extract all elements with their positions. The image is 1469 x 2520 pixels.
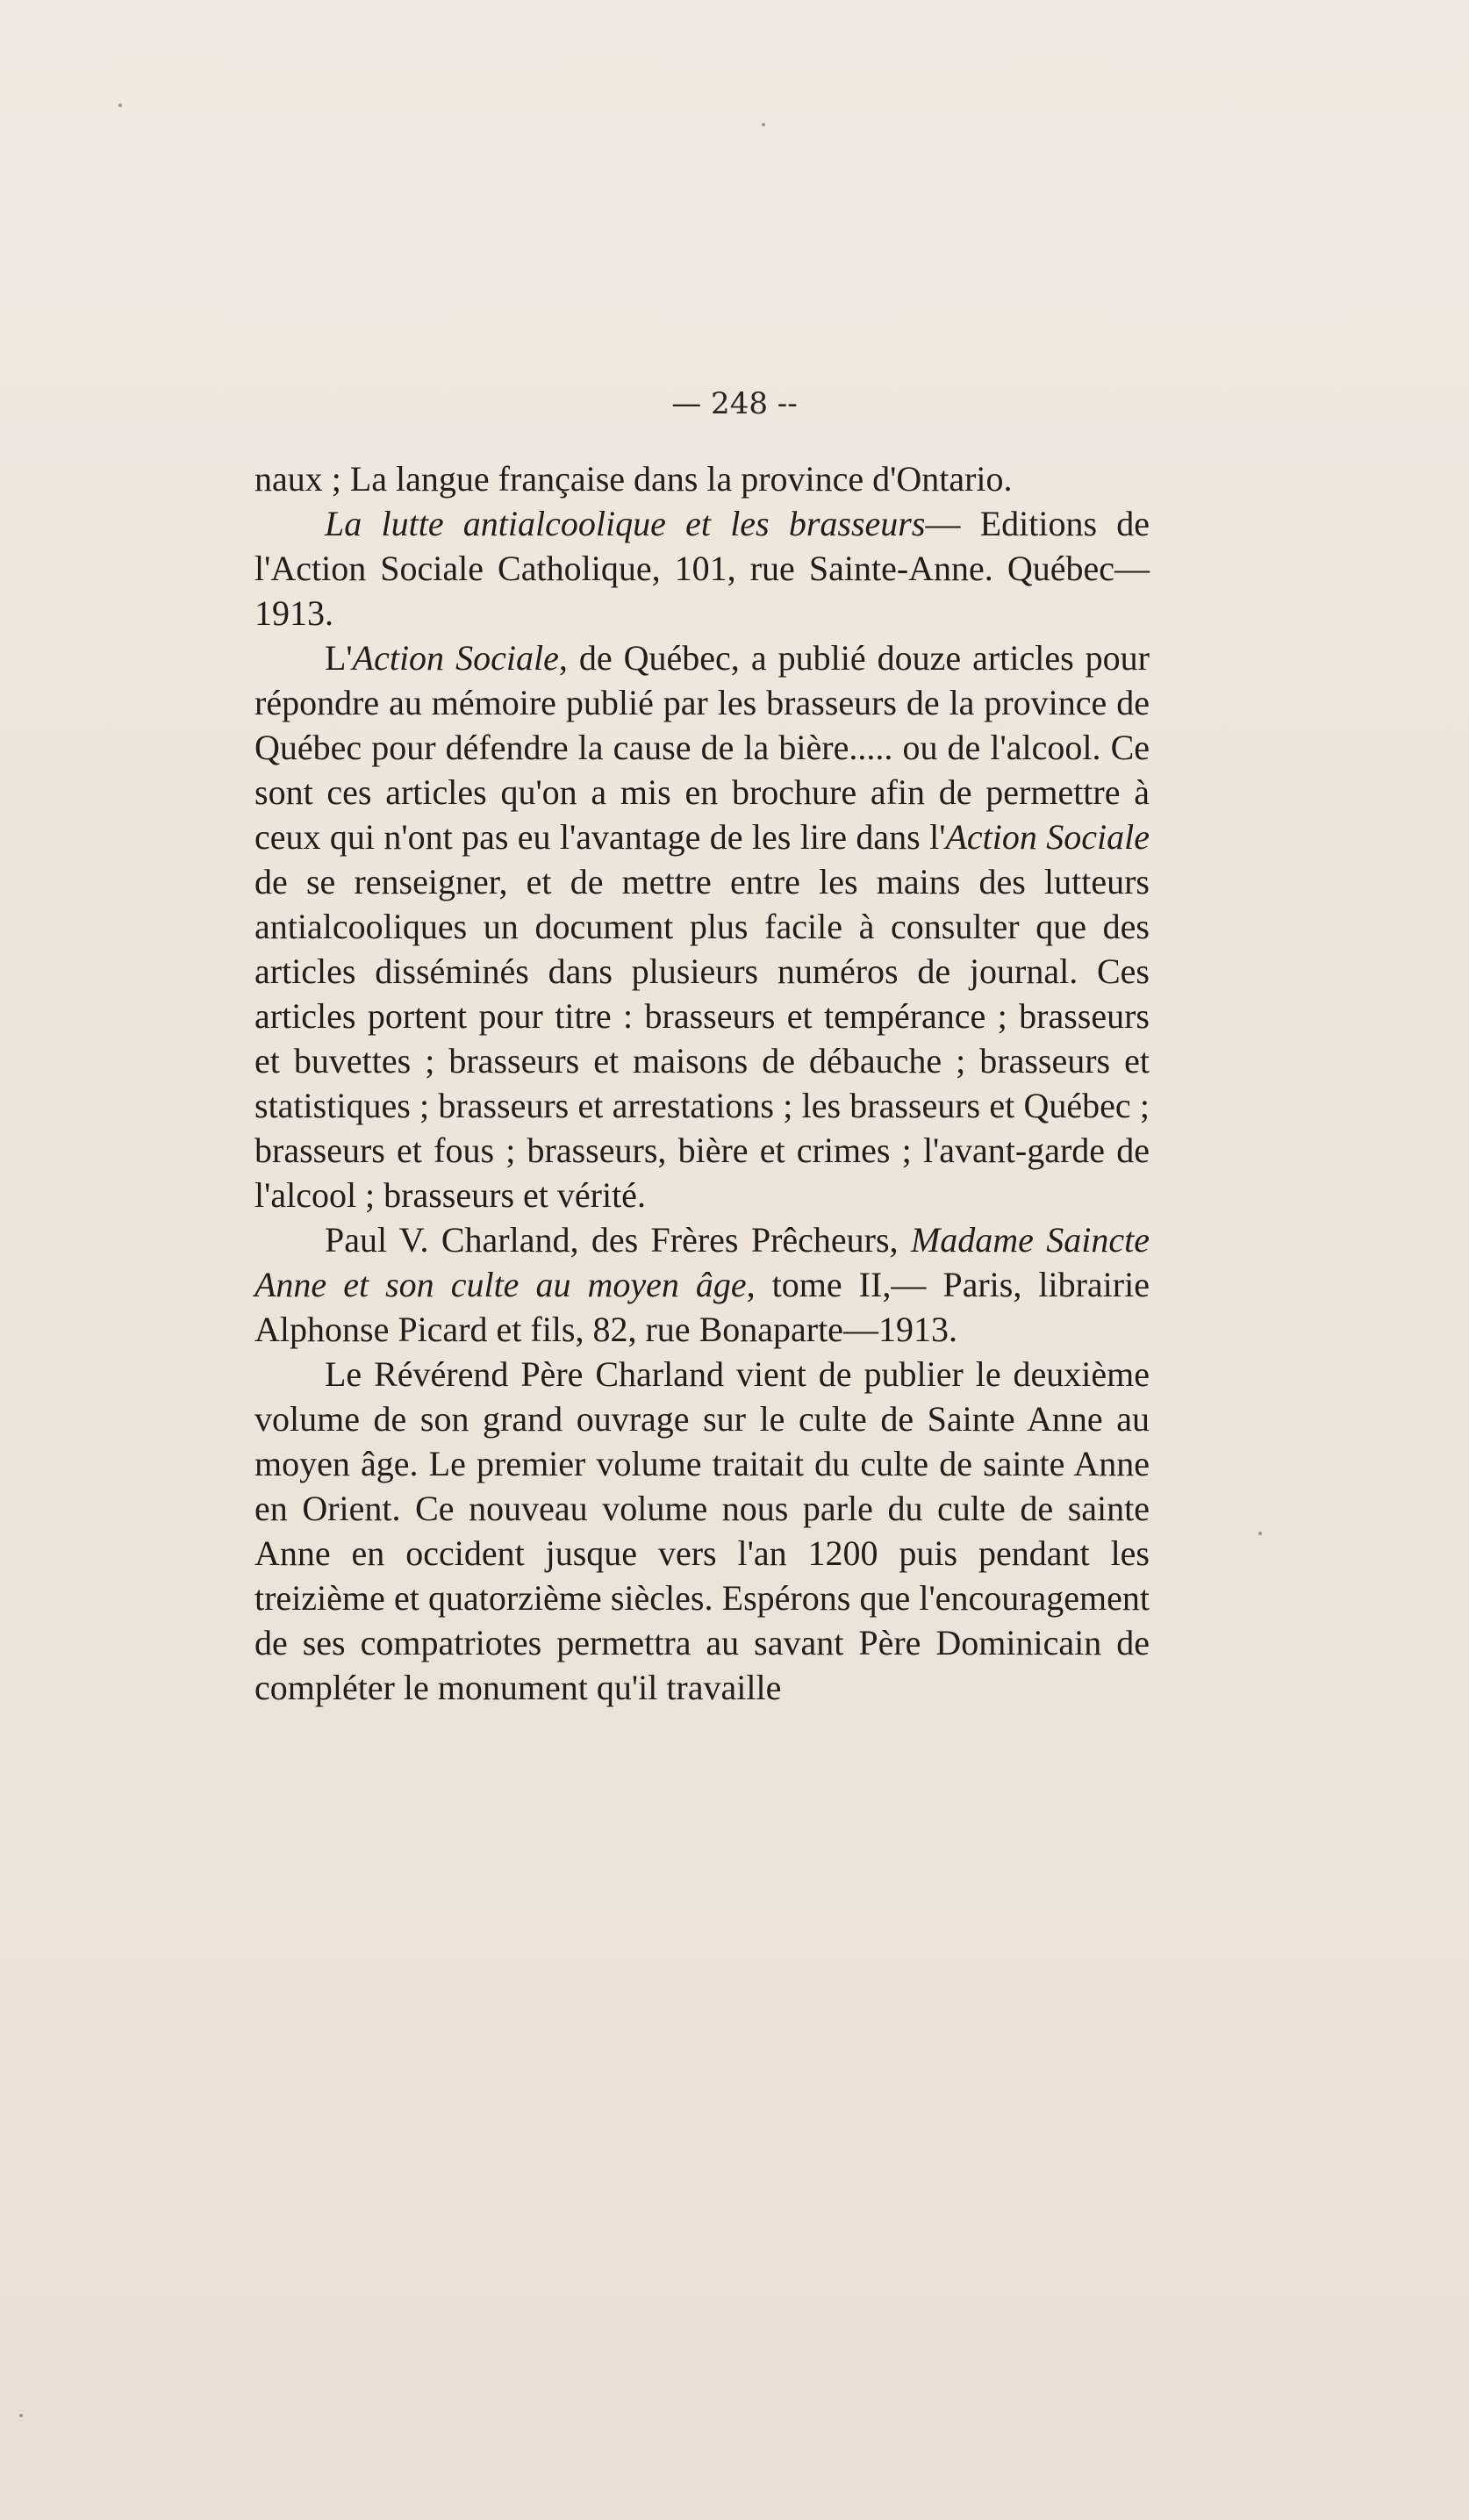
text-run: — Editions de l'Action Sociale Catholique, 101, rue Sainte-Anne. Québec—1913.: [254, 504, 1150, 633]
paper-speck: [1258, 1532, 1262, 1535]
paper-speck: [762, 123, 765, 126]
text-run: naux ; La langue française dans la province d'Ontario.: [254, 459, 1013, 499]
text-run: L': [325, 638, 353, 678]
paragraph-p5: [254, 1352, 1150, 1710]
paragraph-p4: [254, 1217, 1150, 1352]
italic-title: Action Sociale: [352, 638, 559, 678]
paper-speck: [118, 104, 122, 107]
paragraph-p3: [254, 635, 1150, 1217]
body-text: [254, 456, 1150, 1710]
text-run: Paul V. Charland, des Frères Prêcheurs,: [325, 1220, 911, 1260]
italic-title: Madame Saincte Anne et son culte au moyen âge: [254, 1220, 1150, 1304]
page-number: — 248 --: [671, 386, 798, 421]
text-run: , tome II,— Paris, librairie Alphonse Picard et fils, 82, rue Bonaparte—1913.: [254, 1265, 1150, 1349]
text-run: de se renseigner, et de mettre entre les mains des lutteurs antialcooliques un document plus facile à consulter que des articles disséminés dans plusieurs numéros de journal. Ces articles portent pour titre : brasseurs et tempérance ; brasseurs et buvettes ; brasseurs et maisons de débauche ; brasseurs et statistiques ; brasseurs et arrestations ; les brasseurs et Québec ; brasseurs et fous ; brasseurs, bière et crimes ; l'avant-garde de l'alcool ; brasseurs et vérité.: [254, 862, 1150, 1215]
paper-speck: [19, 2414, 23, 2417]
text-run: , de Québec, a publié douze articles pour répondre au mémoire publié par les brasseurs de la province de Québec pour défendre la cause de la bière..... ou de l'alcool. Ce sont ces articles qu'on a mis en brochure afin de permettre à ceux qui n'ont pas eu l'avantage de les lire dans l': [254, 638, 1150, 857]
italic-title: Action Sociale: [945, 817, 1150, 857]
italic-title: La lutte antialcoolique et les brasseurs: [325, 504, 926, 543]
text-run: Le Révérend Père Charland vient de publier le deuxième volume de son grand ouvrage sur le culte de Sainte Anne au moyen âge. Le premier volume traitait du culte de sainte Anne en Orient. Ce nouveau volume nous parle du culte de sainte Anne en occident jusque vers l'an 1200 puis pendant les treizième et quatorzième siècles. Espérons que l'encouragement de ses compatriotes permettra au savant Père Dominicain de compléter le monument qu'il travaille: [254, 1354, 1150, 1707]
paragraph-p1: [254, 456, 1150, 501]
paragraph-p2: [254, 501, 1150, 635]
